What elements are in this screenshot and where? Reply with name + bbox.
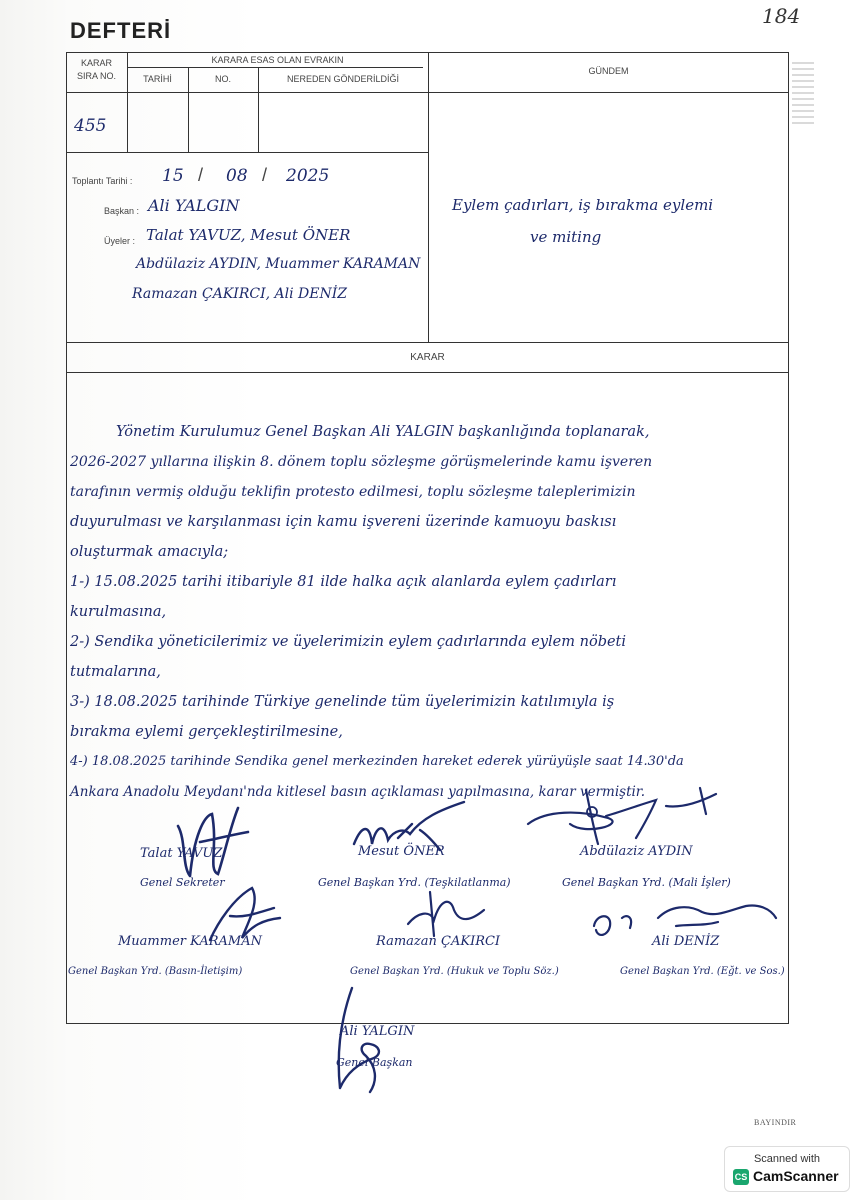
- baskan-label: Başkan :: [104, 206, 140, 216]
- signature-name: Abdülaziz AYDIN: [580, 844, 693, 859]
- signature-title: Genel Başkan Yrd. (Hukuk ve Toplu Söz.): [350, 966, 559, 977]
- karar-line: oluşturmak amacıyla;: [70, 544, 229, 560]
- ledger-brand: BAYINDIR: [754, 1118, 797, 1127]
- sira-no-value: 455: [74, 116, 107, 136]
- sira-rule: [66, 152, 428, 153]
- col-nereden: NEREDEN GÖNDERİLDİĞİ: [286, 74, 400, 84]
- karar-line: kurulmasına,: [70, 604, 167, 620]
- col-rule-4: [428, 52, 429, 342]
- karar-heading: KARAR: [410, 352, 445, 363]
- col-evrak-group: KARARA ESAS OLAN EVRAKIN: [211, 55, 344, 65]
- date-sep-1: /: [198, 165, 204, 185]
- toplanti-month: 08: [226, 166, 248, 186]
- baskan-value: Ali YALGIN: [148, 196, 240, 215]
- camscanner-caption: Scanned with: [753, 1153, 821, 1165]
- signature-name: Talat YAVUZ: [140, 846, 223, 861]
- signature-title: Genel Başkan Yrd. (Teşkilatlanma): [318, 876, 511, 889]
- signature-name: Ramazan ÇAKIRCI: [376, 934, 501, 949]
- karar-line: 4-) 18.08.2025 tarihinde Sendika genel merkezinden hareket ederek yürüyüşle saat 14.30'da: [70, 754, 684, 769]
- signature-title: Genel Sekreter: [140, 876, 225, 889]
- karar-line: 3-) 18.08.2025 tarihinde Türkiye genelinde tüm üyelerimizin katılımıyla iş: [70, 694, 615, 710]
- karar-line: tarafının vermiş olduğu teklifin protesto edilmesi, toplu sözleşme taleplerimizin: [70, 484, 636, 500]
- col-tarihi: TARİHİ: [143, 74, 172, 84]
- gundem-line-1: Eylem çadırları, iş bırakma eylemi: [452, 196, 714, 214]
- col-karar: KARAR: [80, 58, 112, 68]
- signature-ramazan-cakirci: [400, 890, 490, 940]
- karar-line: Yönetim Kurulumuz Genel Başkan Ali YALGIN başkanlığında toplanarak,: [116, 424, 650, 440]
- uyeler-label: Üyeler :: [104, 236, 136, 246]
- gundem-line-2: ve miting: [530, 228, 602, 246]
- toplanti-year: 2025: [286, 166, 330, 186]
- date-sep-2: /: [262, 165, 268, 185]
- uyeler-line-3: Ramazan ÇAKIRCI, Ali DENİZ: [132, 286, 347, 302]
- camscanner-badge: [724, 1146, 850, 1192]
- karar-line: 1-) 15.08.2025 tarihi itibariyle 81 ilde halka açık alanlarda eylem çadırları: [70, 574, 617, 590]
- uyeler-line-2: Abdülaziz AYDIN, Muammer KARAMAN: [136, 256, 421, 272]
- signature-talat-yavuz: [160, 796, 260, 886]
- karar-line: 2-) Sendika yöneticilerimiz ve üyelerimizin eylem çadırlarında eylem nöbeti: [70, 634, 627, 650]
- signature-abdulaziz-aydin: [516, 784, 726, 848]
- camscanner-name: CamScanner: [753, 1168, 839, 1184]
- karar-line: 2026-2027 yıllarına ilişkin 8. dönem toplu sözleşme görüşmelerinde kamu işveren: [70, 454, 653, 470]
- header-rule: [127, 67, 423, 68]
- signature-name: Ali DENİZ: [652, 934, 720, 949]
- col-gundem: GÜNDEM: [588, 66, 629, 76]
- col-no: NO.: [214, 74, 231, 84]
- signature-name: Muammer KARAMAN: [118, 934, 262, 949]
- page-number: 184: [762, 4, 801, 28]
- karar-line: bırakma eylemi gerçekleştirilmesine,: [70, 724, 343, 740]
- signature-title: Genel Başkan Yrd. (Eğt. ve Sos.): [620, 966, 785, 977]
- karar-line: duyurulması ve karşılanması için kamu işvereni üzerinde kamuoyu baskısı: [70, 514, 617, 530]
- ledger-title: DEFTERİ: [70, 18, 172, 43]
- camscanner-logo-icon: CS: [733, 1169, 749, 1185]
- toplanti-label: Toplantı Tarihi :: [72, 176, 133, 186]
- signature-name: Ali YALGIN: [340, 1024, 415, 1039]
- karar-line: Ankara Anadolu Meydanı'nda kitlesel basın açıklaması yapılmasına, karar vermiştir.: [70, 784, 646, 800]
- karar-line: tutmalarına,: [70, 664, 161, 680]
- signature-name: Mesut ÖNER: [358, 844, 445, 859]
- col-sira-no: SIRA NO.: [76, 71, 116, 81]
- signature-title: Genel Başkan Yrd. (Mali İşler): [562, 876, 731, 889]
- col-rule-1: [127, 52, 128, 152]
- toplanti-day: 15: [162, 166, 184, 186]
- stamp-strip: [792, 62, 814, 128]
- signature-title: Genel Başkan: [336, 1056, 413, 1069]
- signature-title: Genel Başkan Yrd. (Basın-İletişim): [68, 966, 243, 977]
- karar-rule-top: [66, 342, 789, 343]
- karar-rule-bottom: [66, 372, 789, 373]
- uyeler-line-1: Talat YAVUZ, Mesut ÖNER: [146, 226, 351, 244]
- signature-ali-yalgin: [322, 980, 415, 1100]
